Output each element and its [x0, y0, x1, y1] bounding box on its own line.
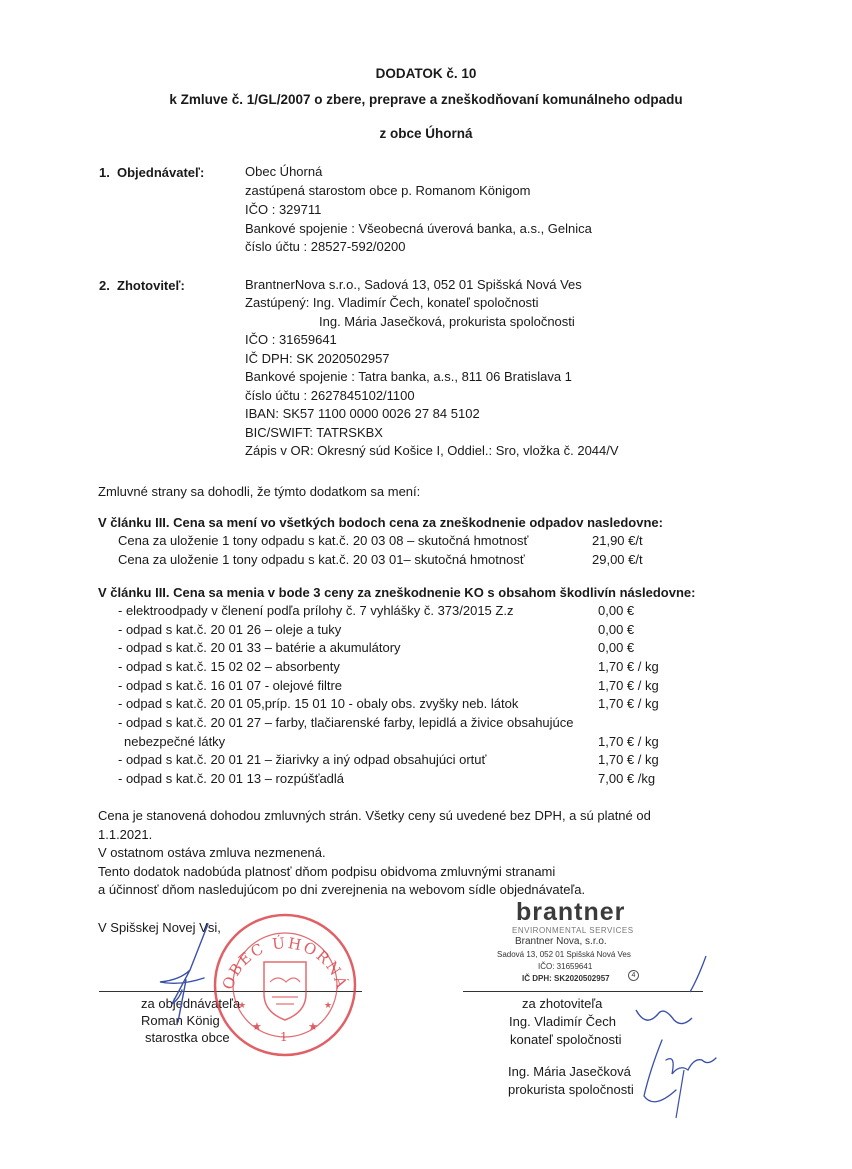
section2-row-text: - odpad s kat.č. 15 02 02 – absorbenty [118, 659, 340, 674]
right-handwritten-signature [634, 950, 724, 1030]
closing-line: 1.1.2021. [98, 827, 153, 842]
closing-line: a účinnosť dňom nasledujúcom po dni zverejnenia na webovom sídle objednávateľa. [98, 882, 586, 897]
party2-line: Zastúpený: Ing. Vladimír Čech, konateľ spoločnosti [245, 295, 539, 310]
section1-row-text: Cena za uloženie 1 tony odpadu s kat.č. 20 03 01– skutočná hmotnosť [118, 552, 525, 567]
left-signatory-name: Roman König [141, 1013, 220, 1028]
section2-row-text: - odpad s kat.č. 20 01 26 – oleje a tuky [118, 622, 342, 637]
company-name: Brantner Nova, s.r.o. [515, 936, 607, 947]
section2-row-price: 1,70 € / kg [598, 659, 659, 674]
section2-row-price: 1,70 € / kg [598, 752, 659, 767]
section2-row-text: - odpad s kat.č. 20 01 21 – žiarivky a iný odpad obsahujúci ortuť [118, 752, 487, 767]
right-signatory-title: konateľ spoločnosti [510, 1032, 622, 1047]
closing-line: V ostatnom ostáva zmluva nezmenená. [98, 845, 326, 860]
section1-row-text: Cena za uloženie 1 tony odpadu s kat.č. 20 03 08 – skutočná hmotnosť [118, 533, 529, 548]
section2-row-text: - odpad s kat.č. 20 01 33 – batérie a akumulátory [118, 640, 401, 655]
brantner-logo: brantner [516, 898, 626, 926]
party2-line: IČ DPH: SK 2020502957 [245, 351, 390, 366]
signing-place: V Spišskej Novej Vsi, [98, 920, 221, 935]
party2-line: Bankové spojenie : Tatra banka, a.s., 811 06 Bratislava 1 [245, 369, 572, 384]
second-signatory-title: prokurista spoločnosti [508, 1082, 634, 1097]
party1-line: IČO : 329711 [245, 202, 322, 217]
party2-line: BrantnerNova s.r.o., Sadová 13, 052 01 Spišská Nová Ves [245, 277, 582, 292]
municipal-stamp [212, 912, 358, 1058]
party1-line: Bankové spojenie : Všeobecná úverová banka, a.s., Gelnica [245, 221, 592, 236]
section1-heading: V článku III. Cena sa mení vo všetkých bodoch cena za zneškodnenie odpadov nasledovne: [98, 515, 663, 530]
party2-line: číslo účtu : 2627845102/1100 [245, 388, 415, 403]
section2-row-price: 1,70 € / kg [598, 734, 659, 749]
section2-row-price: 0,00 € [598, 603, 635, 618]
section2-row-price: 1,70 € / kg [598, 696, 659, 711]
svg-text:★: ★ [324, 1000, 333, 1010]
second-signatory-name: Ing. Mária Jasečková [508, 1064, 631, 1079]
svg-text:★: ★ [308, 1021, 318, 1033]
closing-line: Cena je stanovená dohodou zmluvných strán. Všetky ceny sú uvedené bez DPH, a sú platné od [98, 808, 651, 823]
party1-label: Objednávateľ: [117, 165, 205, 180]
party1-number: 1. [99, 165, 110, 180]
company-address: Sadová 13, 052 01 Spišská Nová Ves [497, 950, 631, 959]
intro-text: Zmluvné strany sa dohodli, že týmto dodatkom sa mení: [98, 484, 421, 499]
stamp-number: 1 [280, 1030, 288, 1044]
section2-row-price: 1,70 € / kg [598, 678, 659, 693]
section2-row-text: - odpad s kat.č. 20 01 27 – farby, tlačiarenské farby, lepidlá a živice obsahujúce [118, 715, 574, 730]
right-signatory-name: Ing. Vladimír Čech [509, 1014, 616, 1029]
party2-line: BIC/SWIFT: TATRSKBX [245, 425, 383, 440]
left-signatory-title: starostka obce [145, 1030, 230, 1045]
section2-row-price: 0,00 € [598, 622, 635, 637]
party2-line: IČO : 31659641 [245, 332, 337, 347]
company-ico: IČO: 31659641 [538, 962, 593, 971]
document-subtitle-municipality: z obce Úhorná [379, 126, 473, 141]
section1-row-price: 29,00 €/t [592, 552, 643, 567]
section2-row-price: 0,00 € [598, 640, 635, 655]
svg-text:OBEC ÚHORNÁ [219, 934, 352, 992]
left-handwritten-signature [150, 920, 230, 1030]
section1-row-price: 21,90 €/t [592, 533, 643, 548]
stamp-arc-text: OBEC ÚHORNÁ [218, 933, 352, 992]
company-dic: IČ DPH: SK2020502957 [522, 974, 610, 983]
party2-line: Ing. Mária Jasečková, prokurista spoločnosti [319, 314, 575, 329]
right-signatory-role: za zhotoviteľa [522, 996, 603, 1011]
second-handwritten-signature [636, 1030, 726, 1120]
section2-row-text: - elektroodpady v členení podľa prílohy č. 7 vyhlášky č. 373/2015 Z.z [118, 603, 514, 618]
svg-text:★: ★ [238, 1000, 247, 1010]
svg-text:★: ★ [252, 1021, 262, 1033]
company-tagline: ENVIRONMENTAL SERVICES [512, 926, 634, 935]
section2-row-text: - odpad s kat.č. 20 01 13 – rozpúšťadlá [118, 771, 345, 786]
party2-line: IBAN: SK57 1100 0000 0026 27 84 5102 [245, 406, 480, 421]
party1-line: číslo účtu : 28527-592/0200 [245, 239, 406, 254]
document-title: DODATOK č. 10 [375, 66, 477, 81]
party1-line: Obec Úhorná [245, 164, 323, 179]
party1-line: zastúpená starostom obce p. Romanom Königom [245, 183, 531, 198]
closing-line: Tento dodatok nadobúda platnosť dňom podpisu obidvoma zmluvnými stranami [98, 864, 556, 879]
section2-heading: V článku III. Cena sa menia v bode 3 ceny za zneškodnenie KO s obsahom škodlivín následovne: [98, 585, 696, 600]
left-signatory-role: za objednávateľa [141, 996, 241, 1011]
party2-line: Zápis v OR: Okresný súd Košice I, Oddiel.: Sro, vložka č. 2044/V [245, 443, 619, 458]
section2-row-price: 7,00 € /kg [598, 771, 656, 786]
party2-label: Zhotoviteľ: [117, 278, 185, 293]
section2-row-text: - odpad s kat.č. 16 01 07 - olejové filtre [118, 678, 343, 693]
stamp-number-badge: 4 [628, 970, 639, 981]
section2-row-text: nebezpečné látky [124, 734, 226, 749]
party2-number: 2. [99, 278, 110, 293]
section2-row-text: - odpad s kat.č. 20 01 05,príp. 15 01 10 - obaly obs. zvyšky neb. látok [118, 696, 519, 711]
document-subtitle: k Zmluve č. 1/GL/2007 o zbere, preprave a zneškodňovaní komunálneho odpadu [169, 92, 683, 107]
